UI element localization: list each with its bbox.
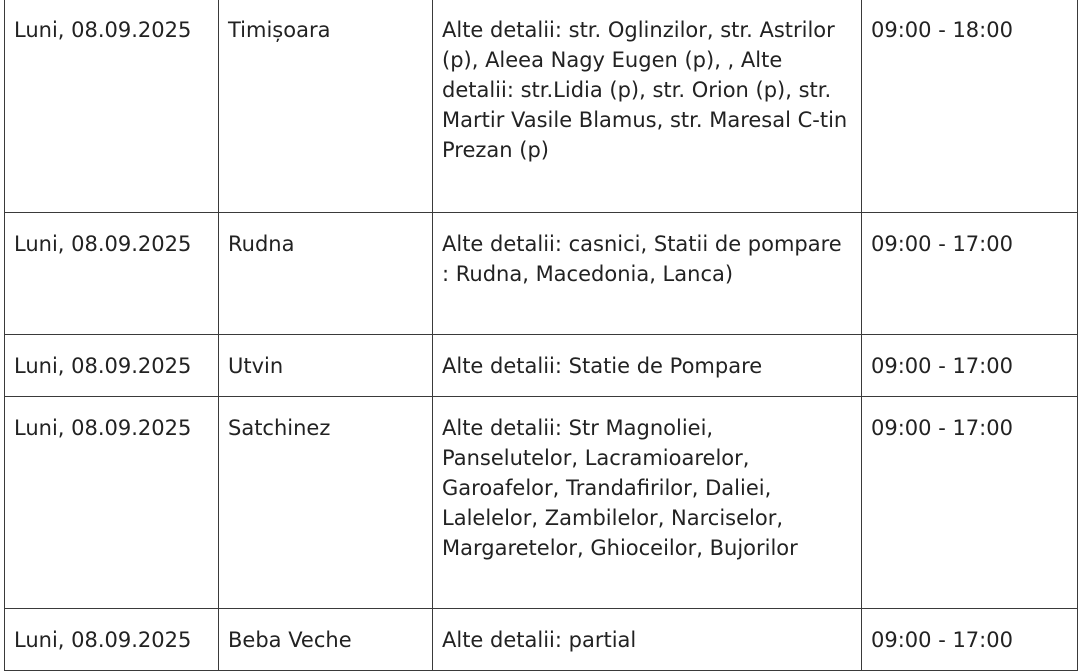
table-row: [5, 335, 1078, 397]
time-cell: 09:00 - 17:00: [862, 213, 1078, 335]
location-cell: Timișoara: [219, 0, 433, 213]
table-row: [5, 397, 1078, 609]
details-cell: Alte detalii: Statie de Pompare: [433, 335, 862, 397]
details-cell: Alte detalii: str. Oglinzilor, str. Astrilor (p), Aleea Nagy Eugen (p), , Alte detalii: str.Lidia (p), str. Orion (p), str. Martir Vasile Blamus, str. Maresal C-tin Prezan (p): [433, 0, 862, 213]
location-cell: Beba Veche: [219, 609, 433, 671]
location-cell: Rudna: [219, 213, 433, 335]
table-row: [5, 609, 1078, 671]
date-cell: Luni, 08.09.2025: [5, 335, 219, 397]
date-cell: Luni, 08.09.2025: [5, 609, 219, 671]
time-cell: 09:00 - 17:00: [862, 609, 1078, 671]
time-cell: 09:00 - 17:00: [862, 335, 1078, 397]
details-cell: Alte detalii: casnici, Statii de pompare : Rudna, Macedonia, Lanca): [433, 213, 862, 335]
details-cell: Alte detalii: partial: [433, 609, 862, 671]
time-cell: 09:00 - 17:00: [862, 397, 1078, 609]
location-cell: Utvin: [219, 335, 433, 397]
table-row: [5, 213, 1078, 335]
date-cell: Luni, 08.09.2025: [5, 397, 219, 609]
date-cell: Luni, 08.09.2025: [5, 0, 219, 213]
location-cell: Satchinez: [219, 397, 433, 609]
time-cell: 09:00 - 18:00: [862, 0, 1078, 213]
details-cell: Alte detalii: Str Magnoliei, Panselutelor, Lacramioarelor, Garoafelor, Trandafirilor, Daliei, Lalelelor, Zambilelor, Narciselor, Margaretelor, Ghioceilor, Bujorilor: [433, 397, 862, 609]
date-cell: Luni, 08.09.2025: [5, 213, 219, 335]
outage-schedule-table: [4, 0, 1078, 671]
table-row: [5, 0, 1078, 213]
